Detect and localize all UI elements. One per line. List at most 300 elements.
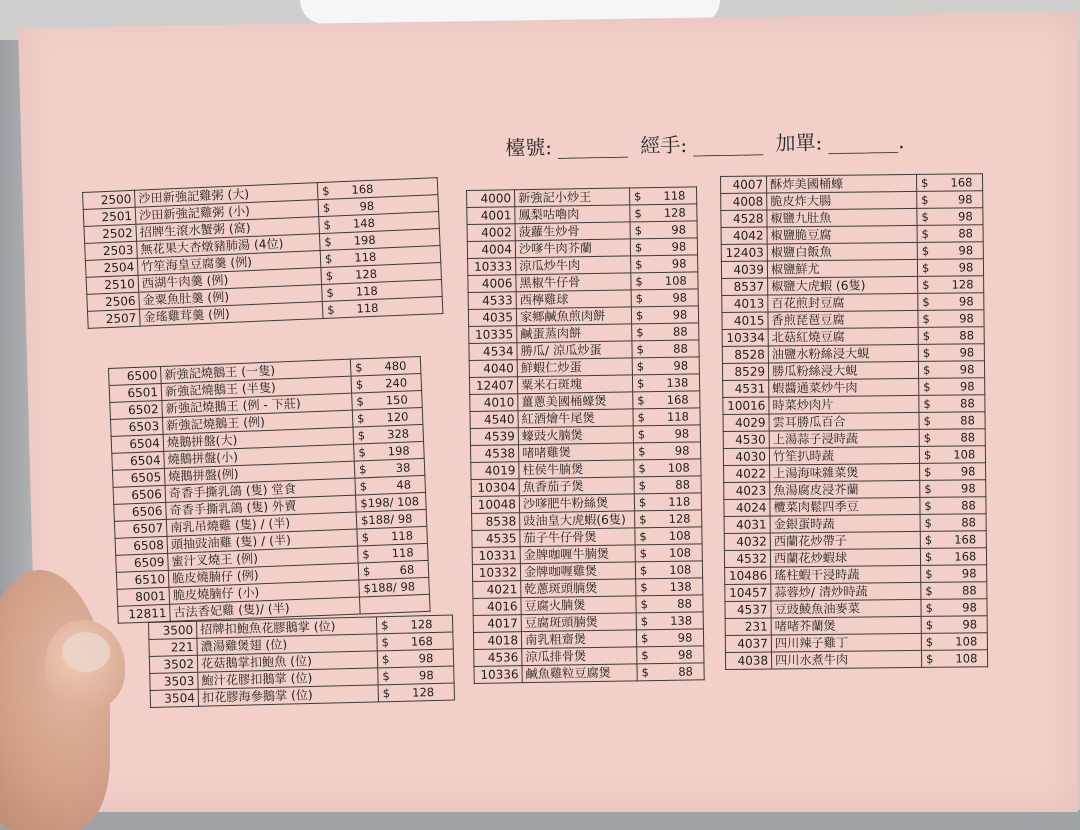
item-code: 4021 <box>473 581 521 599</box>
currency-symbol: $ <box>381 652 390 667</box>
item-price: 480 <box>384 358 407 374</box>
item-price-cell <box>921 582 987 600</box>
item-price: 168 <box>954 549 977 564</box>
item-price: 108 <box>664 273 687 288</box>
item-price-cell <box>918 344 984 362</box>
currency-symbol: $ <box>381 635 390 650</box>
item-code: 4531 <box>723 380 769 397</box>
currency-symbol: $ <box>322 200 331 215</box>
item-price-cell <box>632 374 699 392</box>
item-code: 4013 <box>722 295 768 312</box>
item-price: 88 <box>678 664 694 679</box>
menu-row <box>723 429 985 449</box>
item-name: 蜜汁叉燒王 (例) <box>168 546 359 570</box>
item-price: 328 <box>386 426 410 442</box>
menu-row <box>722 327 984 347</box>
currency-symbol: $ <box>324 251 333 266</box>
item-name: 酥炸美國桶蠔 <box>767 174 917 193</box>
item-code: 4004 <box>467 241 515 259</box>
item-price-cell <box>630 221 697 239</box>
item-name: 椒鹽九肚魚 <box>767 208 917 227</box>
item-code: 6500 <box>109 366 162 385</box>
menu-row <box>722 276 984 296</box>
currency-symbol: $ <box>641 648 649 663</box>
item-name: 豆腐斑頭腩煲 <box>521 613 636 632</box>
menu-row <box>722 310 984 330</box>
item-price: 98 <box>960 481 976 496</box>
item-name: 沙嗲牛肉芥蘭 <box>515 239 630 258</box>
item-name: 瑤柱蝦干浸時蔬 <box>771 565 921 584</box>
item-name: 柱侯牛腩煲 <box>519 460 634 479</box>
item-code: 4535 <box>472 530 520 548</box>
item-name: 椒鹽脆豆腐 <box>767 225 917 244</box>
item-price: 108 <box>953 447 976 462</box>
item-price: 118 <box>355 283 379 299</box>
item-price: 128 <box>668 511 691 526</box>
item-code: 4002 <box>467 224 515 242</box>
currency-symbol: $ <box>637 410 646 425</box>
item-price: 138 <box>669 579 692 594</box>
item-price: 198 <box>387 443 410 459</box>
currency-symbol: $ <box>925 651 934 666</box>
item-code: 4040 <box>469 360 517 378</box>
item-price-cell <box>633 408 700 426</box>
item-code: 10486 <box>725 567 771 584</box>
item-code: 3502 <box>149 655 197 673</box>
currency-symbol: $ <box>639 529 647 544</box>
item-price: 48 <box>396 477 412 493</box>
item-price: 98 <box>961 566 977 581</box>
item-code: 6508 <box>115 536 168 555</box>
item-price: 88 <box>673 341 688 356</box>
item-price-cell <box>629 187 696 205</box>
item-price-cell <box>356 492 427 512</box>
currency-symbol: $ <box>355 377 364 392</box>
item-code: 8528 <box>722 346 768 363</box>
item-price-cell <box>920 480 986 498</box>
currency-symbol: $ <box>924 549 933 564</box>
item-price: 168 <box>410 634 434 649</box>
item-name: 鹹魚雞粒豆腐煲 <box>522 664 637 683</box>
item-price-cell <box>917 242 983 260</box>
currency-symbol: $ <box>635 274 643 289</box>
item-price-cell <box>631 306 698 324</box>
item-name: 鮮蝦仁炒蛋 <box>517 358 632 377</box>
item-price-cell <box>636 612 703 630</box>
item-price: 98 <box>959 379 975 394</box>
item-code: 4001 <box>467 207 515 225</box>
item-price: 148 <box>352 215 376 231</box>
item-price: 88 <box>960 413 975 428</box>
menu-row <box>722 344 984 364</box>
item-code: 6506 <box>113 485 166 504</box>
item-price-cell <box>919 446 985 464</box>
currency-symbol: $ <box>640 580 648 595</box>
item-price-cell <box>633 391 700 409</box>
currency-symbol: $ <box>321 183 330 198</box>
item-code: 4019 <box>471 462 519 480</box>
item-code: 4010 <box>470 394 518 412</box>
item-price: 98 <box>958 243 974 258</box>
item-code: 4039 <box>721 261 767 278</box>
item-price: 88 <box>675 477 691 492</box>
item-price-cell <box>919 412 985 430</box>
item-code: 4006 <box>468 275 516 293</box>
item-name: 豉油皇大虎蝦(6隻) <box>520 511 635 530</box>
item-name: 新強記燒鵝王 (半隻) <box>161 376 352 400</box>
menu-row <box>721 225 983 245</box>
item-price: 108 <box>668 528 691 543</box>
item-code: 10336 <box>474 666 522 684</box>
currency-symbol: $ <box>638 495 647 510</box>
item-price: 128 <box>663 205 686 220</box>
item-price-cell <box>630 204 697 222</box>
item-name: 竹笙扒時蔬 <box>769 446 919 465</box>
item-price-cell <box>921 616 987 634</box>
item-name: 涼瓜排骨煲 <box>522 647 637 666</box>
item-price <box>364 608 408 610</box>
table-number-label: 檯號: <box>505 135 553 160</box>
item-code: 3504 <box>150 689 198 707</box>
item-price: 98 <box>672 307 688 322</box>
item-price: 118 <box>390 528 414 544</box>
item-code: 3500 <box>149 621 197 639</box>
item-price: 98 <box>674 426 690 441</box>
item-name: 啫啫芥蘭煲 <box>771 616 921 635</box>
currency-symbol: $ <box>634 206 642 221</box>
item-price: 108 <box>669 562 692 577</box>
item-price: 88 <box>961 583 977 598</box>
item-code: 8529 <box>722 363 768 380</box>
stir-fry-claypot-table <box>466 186 705 684</box>
currency-symbol: $ <box>358 445 367 460</box>
currency-symbol: $ <box>356 411 365 426</box>
item-price-cell <box>920 514 986 532</box>
item-price-cell <box>921 650 987 668</box>
item-code: 6510 <box>116 570 169 589</box>
item-price-cell <box>359 594 430 614</box>
item-name: 椒鹽白飯魚 <box>767 242 917 261</box>
currency-symbol: $ <box>924 464 932 479</box>
item-price: 98 <box>672 290 688 305</box>
currency-symbol: $ <box>635 257 643 272</box>
currency-symbol: $ <box>923 447 932 462</box>
item-price-cell <box>634 476 701 494</box>
item-price-cell <box>921 599 987 617</box>
item-name: 菠蘿生炒骨 <box>515 222 630 241</box>
item-price: 118 <box>354 249 377 265</box>
item-name: 奇香手撕乳鴿 (隻) 外賣 <box>166 495 357 519</box>
currency-symbol: $ <box>326 302 335 317</box>
currency-symbol: $ <box>636 359 645 374</box>
item-code: 8001 <box>117 587 170 606</box>
item-code: 2503 <box>85 241 138 260</box>
item-code: 4533 <box>468 292 516 310</box>
item-price: 118 <box>356 300 379 316</box>
item-name: 鮑汁花膠扣鵝掌 (位) <box>198 668 378 689</box>
item-name: 金牌咖喱雞煲 <box>520 562 635 581</box>
item-name: 金牌咖喱牛腩煲 <box>520 545 635 564</box>
item-price-cell <box>917 259 983 277</box>
item-name: 濃湯雞煲翅 (位) <box>197 634 377 655</box>
item-name: 家鄉鹹魚煎肉餅 <box>516 307 631 326</box>
item-name: 頭抽豉油雞 (隻) / (半) <box>167 529 358 553</box>
handler-label: 經手: <box>640 132 688 158</box>
item-price-cell <box>917 208 983 226</box>
item-price: 150 <box>385 392 409 408</box>
item-price-cell <box>917 225 983 243</box>
item-code: 8537 <box>722 278 768 295</box>
item-price-cell <box>634 493 701 511</box>
currency-symbol <box>364 598 365 612</box>
item-code: 4538 <box>471 445 519 463</box>
menu-row <box>723 378 985 398</box>
item-code: 12407 <box>469 377 517 395</box>
item-name: 西蘭花炒蝦球 <box>770 548 920 567</box>
item-price: 98 <box>677 647 693 662</box>
item-price-cell <box>632 357 699 375</box>
item-price: 138 <box>670 613 693 628</box>
item-price: 88 <box>672 324 688 339</box>
currency-symbol: $ <box>635 308 644 323</box>
currency-symbol: $ <box>921 209 929 224</box>
currency-symbol: $ <box>359 479 368 494</box>
item-code: 4539 <box>470 428 518 446</box>
item-code: 2502 <box>84 224 137 243</box>
item-name: 新強記燒鵝王 (例) <box>162 410 353 434</box>
menu-row <box>723 395 985 415</box>
currency-symbol: $ <box>325 268 334 283</box>
item-price: 128 <box>412 685 435 700</box>
item-code: 10457 <box>725 584 771 601</box>
item-price: 98 <box>960 464 976 479</box>
item-name: 茄子牛仔骨煲 <box>520 528 635 547</box>
item-price: 98 <box>418 651 434 666</box>
item-price-cell <box>921 565 987 583</box>
item-price: 108 <box>668 545 692 560</box>
item-price: 138 <box>666 375 689 390</box>
item-code: 4536 <box>474 649 522 667</box>
menu-row <box>724 531 986 551</box>
item-name: 鳳梨咕嚕肉 <box>515 205 630 224</box>
item-name: 燒鵝拼盤(小) <box>164 444 355 468</box>
menu-row <box>721 208 983 228</box>
item-name: 北菇紅燒豆腐 <box>768 327 918 346</box>
item-code: 10016 <box>723 397 769 414</box>
fried-vegetable-table <box>720 173 988 670</box>
currency-symbol: $ <box>924 498 932 513</box>
item-price-cell <box>637 646 704 664</box>
congee-soup-table <box>82 177 443 329</box>
currency-symbol: $ <box>640 597 648 612</box>
item-code: 4022 <box>724 465 770 482</box>
item-price: 118 <box>391 545 414 561</box>
item-name: 啫啫雞煲 <box>519 443 634 462</box>
menu-row <box>724 548 986 568</box>
currency-symbol: $ <box>635 291 644 306</box>
currency-symbol: $ <box>639 546 648 561</box>
item-name: 椒鹽鮮尤 <box>767 259 917 278</box>
currency-symbol: $ <box>636 325 644 340</box>
currency-symbol: $ <box>356 394 365 409</box>
item-name: 乾蔥斑頭腩煲 <box>521 579 636 598</box>
item-name: 西檸雞球 <box>516 290 631 309</box>
item-code: 4532 <box>724 550 770 567</box>
item-name: 上湯蒜子浸時蔬 <box>769 429 919 448</box>
currency-symbol: $ <box>634 189 642 204</box>
currency-symbol: $ <box>638 478 647 493</box>
item-code: 4008 <box>721 193 767 210</box>
item-price-cell <box>919 395 985 413</box>
currency-symbol: $ <box>921 192 929 207</box>
item-price: 120 <box>386 409 409 425</box>
item-price: 198 <box>353 232 376 248</box>
item-code: 2506 <box>87 292 140 311</box>
item-price-cell <box>920 463 986 481</box>
item-code: 8538 <box>472 513 520 531</box>
item-name: 豆腐火腩煲 <box>521 596 636 615</box>
item-price: 98 <box>359 198 375 214</box>
item-price: 98 <box>958 294 974 309</box>
item-price-cell <box>918 327 984 345</box>
menu-row <box>721 174 983 194</box>
item-name: 椒鹽大虎蝦 (6隻) <box>768 276 918 295</box>
item-code: 6507 <box>114 519 167 538</box>
menu-row <box>725 650 987 670</box>
item-name: 脆皮炸大腸 <box>767 191 917 210</box>
item-code: 6504 <box>111 434 164 453</box>
currency-symbol: $ <box>326 285 335 300</box>
item-code: 4015 <box>722 312 768 329</box>
item-name: 古法香妃雞 (隻)/ (半) <box>170 597 361 621</box>
item-price-cell <box>920 497 986 515</box>
item-price-cell <box>636 578 703 596</box>
menu-row <box>721 242 983 262</box>
currency-symbol: $ <box>362 564 371 579</box>
item-code: 10333 <box>468 258 516 276</box>
item-price: 98 <box>674 443 690 458</box>
item-code: 4029 <box>723 414 769 431</box>
currency-symbol: $ <box>362 547 370 562</box>
menu-row <box>721 259 983 279</box>
currency-symbol: $ <box>636 376 645 391</box>
item-code: 10334 <box>722 329 768 346</box>
item-code: 4528 <box>721 210 767 227</box>
item-code: 6502 <box>110 400 163 419</box>
item-code: 4017 <box>473 615 521 633</box>
item-price: 88 <box>677 596 692 611</box>
currency-symbol: $ <box>354 360 363 375</box>
menu-row <box>724 497 986 517</box>
item-name: 百花煎封豆腐 <box>768 293 918 312</box>
currency-symbol: $ <box>639 563 648 578</box>
item-price-cell <box>918 293 984 311</box>
item-price: 88 <box>960 430 976 445</box>
item-code: 6505 <box>112 468 165 487</box>
item-price-cell <box>918 310 984 328</box>
item-price-cell <box>920 548 986 566</box>
item-price: 88 <box>960 396 975 411</box>
item-price: 98 <box>671 239 687 254</box>
item-code: 12811 <box>118 604 171 623</box>
item-price-cell <box>631 272 698 290</box>
item-code: 4037 <box>725 635 771 652</box>
currency-symbol: $ <box>921 226 930 241</box>
menu-row <box>723 446 985 466</box>
currency-symbol: $ <box>634 240 643 255</box>
item-name: 勝瓜粉絲浸大蜆 <box>768 361 918 380</box>
item-name: 金粟魚肚羹 (例) <box>139 285 323 310</box>
item-code: 6503 <box>110 417 163 436</box>
item-name: 扣花膠海參鵝掌 (位) <box>198 685 378 706</box>
item-price: 98 <box>959 311 974 326</box>
item-price-cell <box>633 425 700 443</box>
item-name: 沙田新強記雞粥 (小) <box>135 200 319 225</box>
item-price: 168 <box>954 532 977 547</box>
item-name: 脆皮燒腩仔 (小) <box>169 580 360 604</box>
currency-symbol: $ <box>924 481 932 496</box>
currency-symbol: $ <box>922 362 931 377</box>
menu-row <box>724 463 986 483</box>
item-name: 無花果大杏燉豬肺湯 (4位) <box>137 234 321 259</box>
item-price: 108 <box>955 651 978 666</box>
item-price-cell <box>630 238 697 256</box>
item-code: 10048 <box>471 496 519 514</box>
item-price: 168 <box>950 175 973 190</box>
item-name: 黑椒牛仔骨 <box>516 273 631 292</box>
item-name: 蒜蓉炒/ 清炒時蔬 <box>771 582 921 601</box>
currency-symbol: $ <box>921 175 929 190</box>
menu-row <box>725 616 987 636</box>
item-code: 4042 <box>721 227 767 244</box>
item-price: 168 <box>351 181 374 197</box>
item-price-cell <box>919 429 985 447</box>
item-price-cell <box>635 561 702 579</box>
item-price: 88 <box>961 498 976 513</box>
menu-row <box>725 565 987 585</box>
currency-symbol: $ <box>922 294 930 309</box>
item-code: 6509 <box>116 553 169 572</box>
item-code: 2500 <box>83 190 136 209</box>
menu-row <box>725 633 987 653</box>
currency-symbol: $ <box>922 345 931 360</box>
item-name: 新強記燒鵝王 (例 - 下莊) <box>162 393 353 417</box>
item-price: 68 <box>399 562 415 577</box>
item-name: 勝瓜/ 涼瓜炒蛋 <box>517 341 632 360</box>
currency-symbol: $ <box>382 686 391 701</box>
currency-symbol: $ <box>636 342 644 357</box>
menu-row <box>722 293 984 313</box>
currency-symbol: $ <box>922 311 930 326</box>
item-name: 竹笙海皇豆腐羹 (例) <box>137 251 321 276</box>
item-price: 98 <box>673 358 689 373</box>
item-name: 紅酒燴牛尾煲 <box>518 409 633 428</box>
item-price-cell <box>919 378 985 396</box>
item-price-cell <box>635 527 702 545</box>
item-price: 118 <box>666 409 690 424</box>
item-price: 88 <box>959 328 975 343</box>
item-price-cell <box>918 276 984 294</box>
item-code: 4540 <box>470 411 518 429</box>
currency-symbol: $ <box>925 600 933 615</box>
item-code: 12403 <box>721 244 767 261</box>
item-price: 128 <box>410 617 433 632</box>
item-price: 88 <box>958 226 974 241</box>
item-name: 燒鵝拼盤(大) <box>163 427 354 451</box>
currency-symbol: $ <box>925 634 934 649</box>
currency-symbol: $ <box>923 379 931 394</box>
item-name: 豆豉鯪魚油麥菜 <box>771 599 921 618</box>
